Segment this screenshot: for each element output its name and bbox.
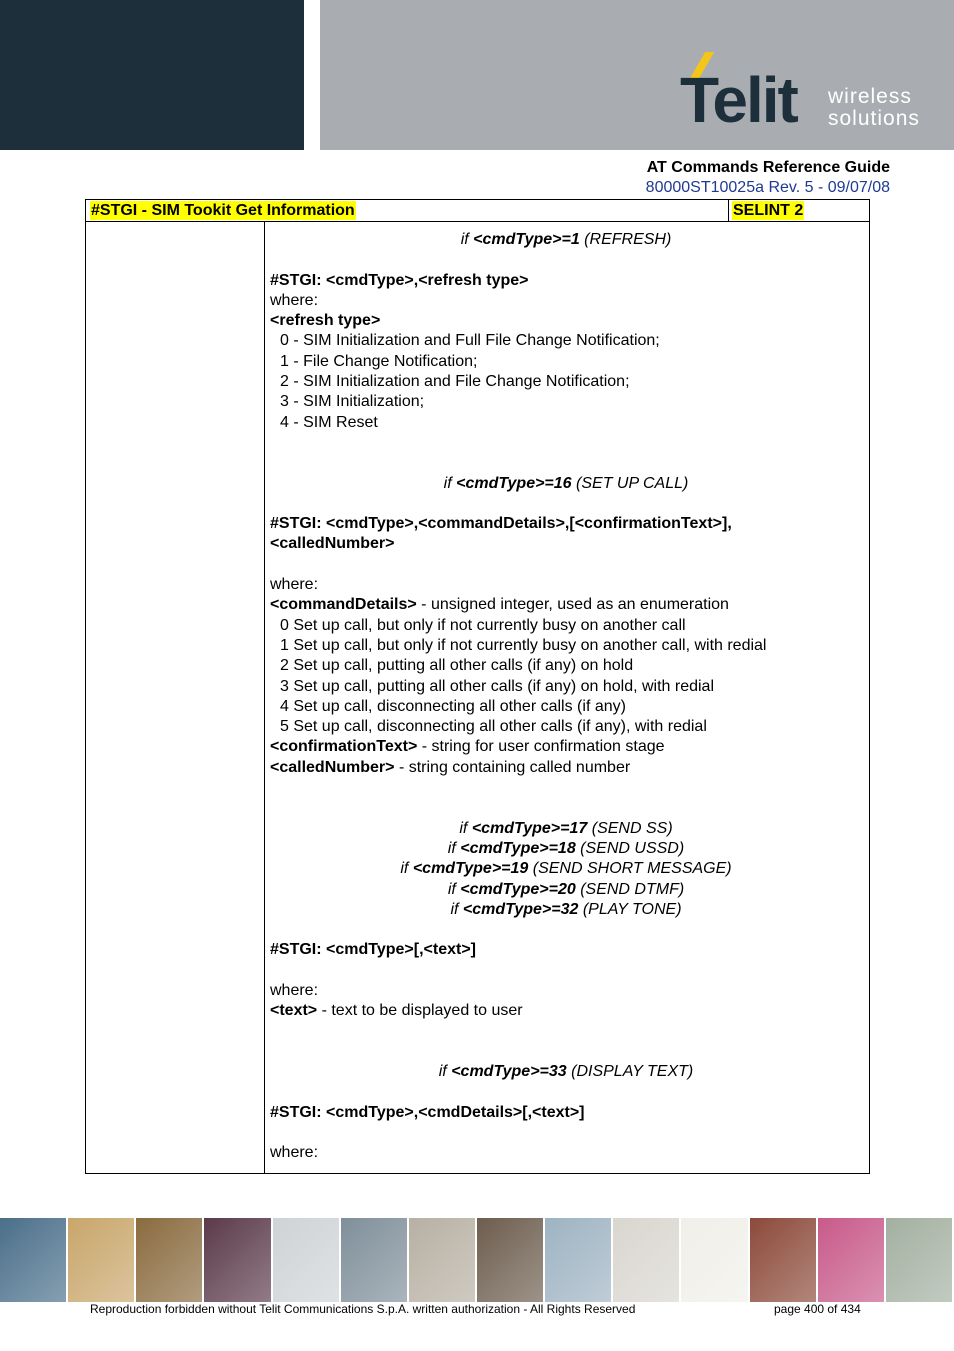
list-item: 3 Set up call, putting all other calls (if any) on hold, with redial [280, 677, 715, 695]
logo-tagline-line2: solutions [828, 107, 920, 130]
list-item: 0 Set up call, but only if not currently busy on another call [280, 616, 686, 634]
syntax-refresh: #STGI: <cmdType>,<refresh type> [270, 271, 529, 289]
list-item: 4 - SIM Reset [280, 413, 378, 431]
condition-send-ussd: if <cmdType>=18 (SEND USSD) [447, 839, 685, 857]
footer-image-strip [0, 1218, 954, 1302]
page-number: page 400 of 434 [774, 1302, 861, 1316]
document-code: 80000ST10025a Rev. 5 - 09/07/08 [645, 179, 890, 196]
where-label: where: [270, 576, 319, 594]
where-label: where: [270, 981, 319, 999]
footer-photo-tile [136, 1218, 202, 1302]
footer-photo-tile [613, 1218, 679, 1302]
list-item: 5 Set up call, disconnecting all other calls (if any), with redial [280, 718, 707, 736]
param-confirmation-text: <confirmationText> - string for user confirmation stage [270, 738, 665, 756]
footer-photo-tile [750, 1218, 816, 1302]
document-title: AT Commands Reference Guide [646, 159, 890, 176]
command-table [85, 199, 870, 1174]
telit-logo [676, 48, 936, 138]
list-item: 1 Set up call, but only if not currently busy on another call, with redial [280, 636, 767, 654]
condition-send-sms: if <cmdType>=19 (SEND SHORT MESSAGE) [400, 860, 732, 878]
footer-photo-tile [68, 1218, 134, 1302]
syntax-display-text: #STGI: <cmdType>,<cmdDetails>[,<text>] [270, 1103, 585, 1121]
command-title: #STGI - SIM Tookit Get Information [91, 202, 355, 219]
list-item: 3 - SIM Initialization; [280, 393, 425, 411]
list-item: 2 Set up call, putting all other calls (if any) on hold [280, 657, 634, 675]
content-cell [270, 230, 862, 1164]
list-item: 1 - File Change Notification; [280, 352, 478, 370]
header-dark-panel [0, 0, 304, 150]
condition-setup-call: if <cmdType>=16 (SET UP CALL) [443, 474, 689, 492]
syntax-text: #STGI: <cmdType>[,<text>] [270, 941, 476, 959]
command-title-cell [86, 200, 729, 221]
selint-label: SELINT 2 [733, 202, 804, 219]
list-item: 2 - SIM Initialization and File Change Notification; [280, 373, 630, 391]
condition-send-ss: if <cmdType>=17 (SEND SS) [459, 819, 673, 837]
footer-photo-tile [818, 1218, 884, 1302]
footer-photo-tile [681, 1218, 747, 1302]
param-refresh-type: <refresh type> [270, 312, 381, 330]
logo-tagline [828, 86, 920, 130]
footer-photo-tile [204, 1218, 270, 1302]
footer-photo-tile [409, 1218, 475, 1302]
condition-refresh: if <cmdType>=1 (REFRESH) [460, 231, 672, 248]
where-label: where: [270, 291, 319, 309]
footer-photo-tile [341, 1218, 407, 1302]
param-called-number: <calledNumber> - string containing called number [270, 758, 631, 776]
syntax-setup-call-cont: <calledNumber> [270, 535, 395, 553]
logo-wordmark: Telit [680, 64, 797, 136]
condition-send-dtmf: if <cmdType>=20 (SEND DTMF) [447, 880, 685, 898]
logo-tagline-line1: wireless [828, 85, 912, 108]
condition-play-tone: if <cmdType>=32 (PLAY TONE) [450, 900, 682, 918]
left-column [86, 222, 265, 1173]
footer-photo-tile [886, 1218, 952, 1302]
where-label: where: [270, 1144, 319, 1162]
footer-photo-tile [0, 1218, 66, 1302]
footer-copyright: Reproduction forbidden without Telit Communications S.p.A. written authorization - All Rights Reserved [90, 1302, 636, 1316]
param-text: <text> - text to be displayed to user [270, 1002, 523, 1020]
footer-photo-tile [545, 1218, 611, 1302]
footer-photo-tile [273, 1218, 339, 1302]
syntax-setup-call: #STGI: <cmdType>,<commandDetails>,[<confirmationText>], [270, 515, 732, 533]
selint-cell [729, 200, 869, 221]
list-item: 0 - SIM Initialization and Full File Change Notification; [280, 332, 660, 350]
table-header-row [86, 200, 869, 222]
param-command-details: <commandDetails> - unsigned integer, used as an enumeration [270, 596, 729, 614]
condition-display-text: if <cmdType>=33 (DISPLAY TEXT) [438, 1063, 694, 1081]
footer-photo-tile [477, 1218, 543, 1302]
list-item: 4 Set up call, disconnecting all other calls (if any) [280, 697, 626, 715]
